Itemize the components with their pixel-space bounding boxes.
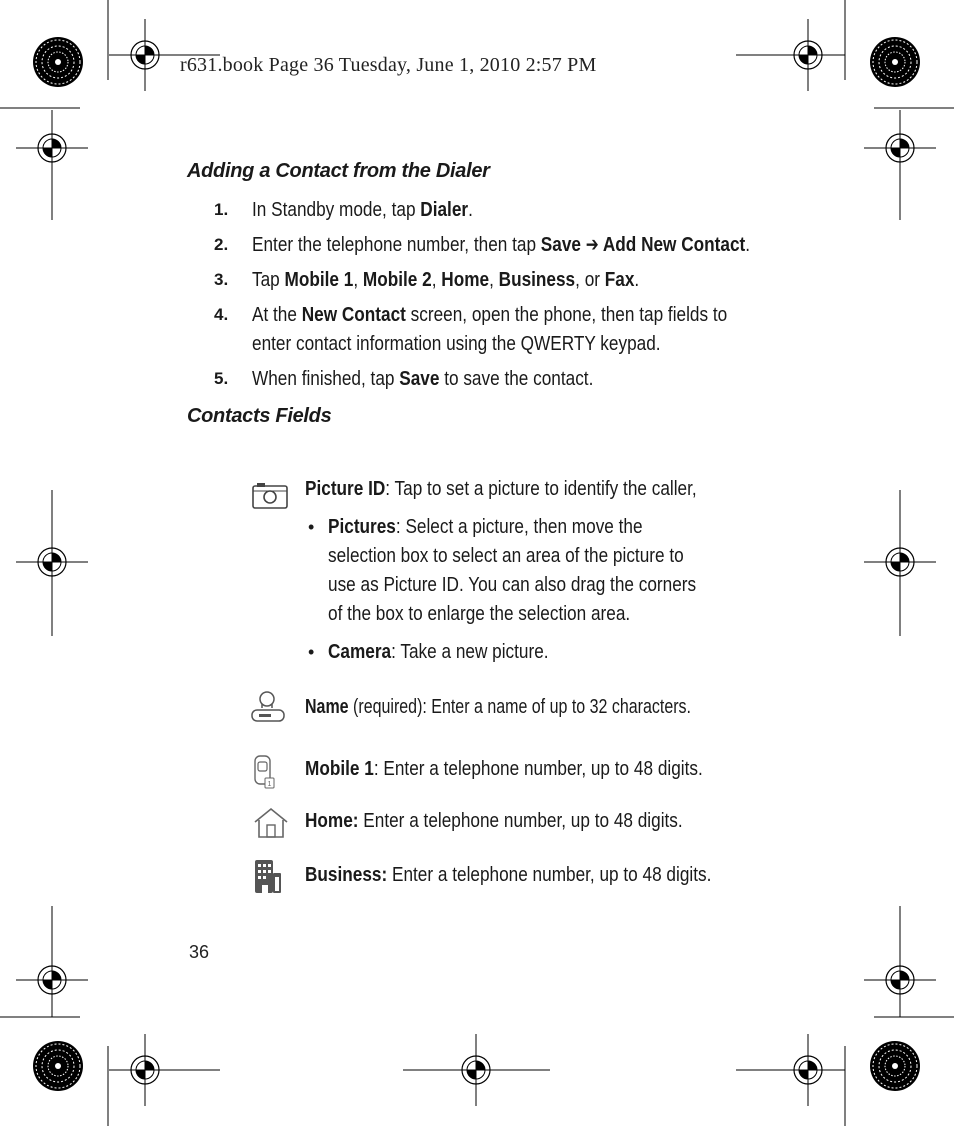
- text-run: : Tap to set a picture to identify the caller,: [385, 478, 697, 500]
- bullet-pictures: •: [308, 517, 315, 537]
- text-run: (required): Enter a name of up to 32 characters.: [348, 696, 691, 718]
- step-number: 3.: [214, 270, 229, 289]
- mobile-icon: [252, 754, 278, 790]
- text-run: : Enter a telephone number, up to 48 digits.: [373, 758, 703, 780]
- business-icon: [253, 857, 283, 895]
- text-run: ,: [353, 269, 363, 291]
- step-number: 1.: [214, 200, 229, 219]
- step-number: 5.: [214, 369, 229, 388]
- bold-term: New Contact: [301, 304, 406, 326]
- bold-term: Fax: [604, 269, 635, 291]
- field-pictures: [328, 513, 756, 629]
- text-run: : Select a picture, then move the: [395, 516, 643, 538]
- step-text: [252, 301, 727, 330]
- bold-term: Business: [498, 269, 576, 291]
- bold-term: Picture ID: [305, 478, 386, 500]
- text-run: of the box to enlarge the selection area.: [328, 603, 631, 625]
- field-picture-id: [305, 475, 697, 504]
- bold-term: Business:: [305, 864, 388, 886]
- svg-text:1: 1: [267, 781, 272, 788]
- text-run: In Standby mode, tap: [252, 199, 421, 221]
- bullet-camera: •: [308, 642, 315, 662]
- text-run: enter contact information using the QWERTY keypad.: [252, 333, 661, 355]
- text-run: ,: [489, 269, 499, 291]
- step-number: 2.: [214, 235, 229, 254]
- text-run: : Take a new picture.: [391, 641, 549, 663]
- step-text: [252, 365, 593, 394]
- section-title-contacts-fields: Contacts Fields: [187, 405, 332, 427]
- field-pictures-line: [328, 513, 696, 542]
- field-name: [305, 693, 691, 722]
- text-run: , or: [575, 269, 605, 291]
- text-run: Enter a telephone number, up to 48 digits.: [358, 810, 683, 832]
- name-icon: [250, 688, 286, 724]
- bold-term: Dialer: [420, 199, 469, 221]
- text-run: to save the contact.: [439, 368, 594, 390]
- page-number: 36: [189, 942, 210, 962]
- step-text: [252, 196, 473, 225]
- step-number: 4.: [214, 305, 229, 324]
- bold-term: Mobile 1: [284, 269, 354, 291]
- print-header: r631.book Page 36 Tuesday, June 1, 2010 2:57 PM: [180, 54, 597, 76]
- bold-term: Home:: [305, 810, 359, 832]
- text-run: use as Picture ID. You can also drag the corners: [328, 574, 697, 596]
- text-run: .: [468, 199, 473, 221]
- step-text: [252, 231, 750, 260]
- text-run: selection box to select an area of the picture to: [328, 545, 684, 567]
- text-run: When finished, tap: [252, 368, 400, 390]
- text-run: At the: [252, 304, 302, 326]
- step-text: [252, 330, 661, 359]
- bold-term: Mobile 1: [305, 758, 374, 780]
- field-home: [305, 807, 683, 836]
- text-run: ,: [431, 269, 442, 291]
- text-run: screen, open the phone, then tap fields to: [405, 304, 728, 326]
- bold-term: Mobile 2: [362, 269, 432, 291]
- text-run: .: [634, 269, 640, 291]
- step-text: [252, 266, 639, 295]
- bold-term: Name: [305, 696, 349, 718]
- field-camera: [328, 638, 549, 667]
- bold-term: Home: [441, 269, 490, 291]
- text-run: Enter a telephone number, up to 48 digits.: [387, 864, 712, 886]
- field-pictures-line: [328, 542, 696, 571]
- bold-term: Save ➔ Add New Contact: [540, 234, 746, 256]
- field-pictures-line: [328, 571, 696, 600]
- text-run: Tap: [252, 269, 285, 291]
- field-business: [305, 861, 711, 890]
- bold-term: Camera: [328, 641, 392, 663]
- home-icon: [253, 806, 289, 840]
- bold-term: Pictures: [328, 516, 396, 538]
- text-run: .: [745, 234, 751, 256]
- section-title-adding-contact: Adding a Contact from the Dialer: [187, 160, 490, 182]
- bold-term: Save: [399, 368, 440, 390]
- field-pictures-line: [328, 600, 696, 629]
- text-run: Enter the telephone number, then tap: [252, 234, 541, 256]
- field-mobile1: [305, 755, 703, 784]
- camera-icon: [252, 480, 288, 510]
